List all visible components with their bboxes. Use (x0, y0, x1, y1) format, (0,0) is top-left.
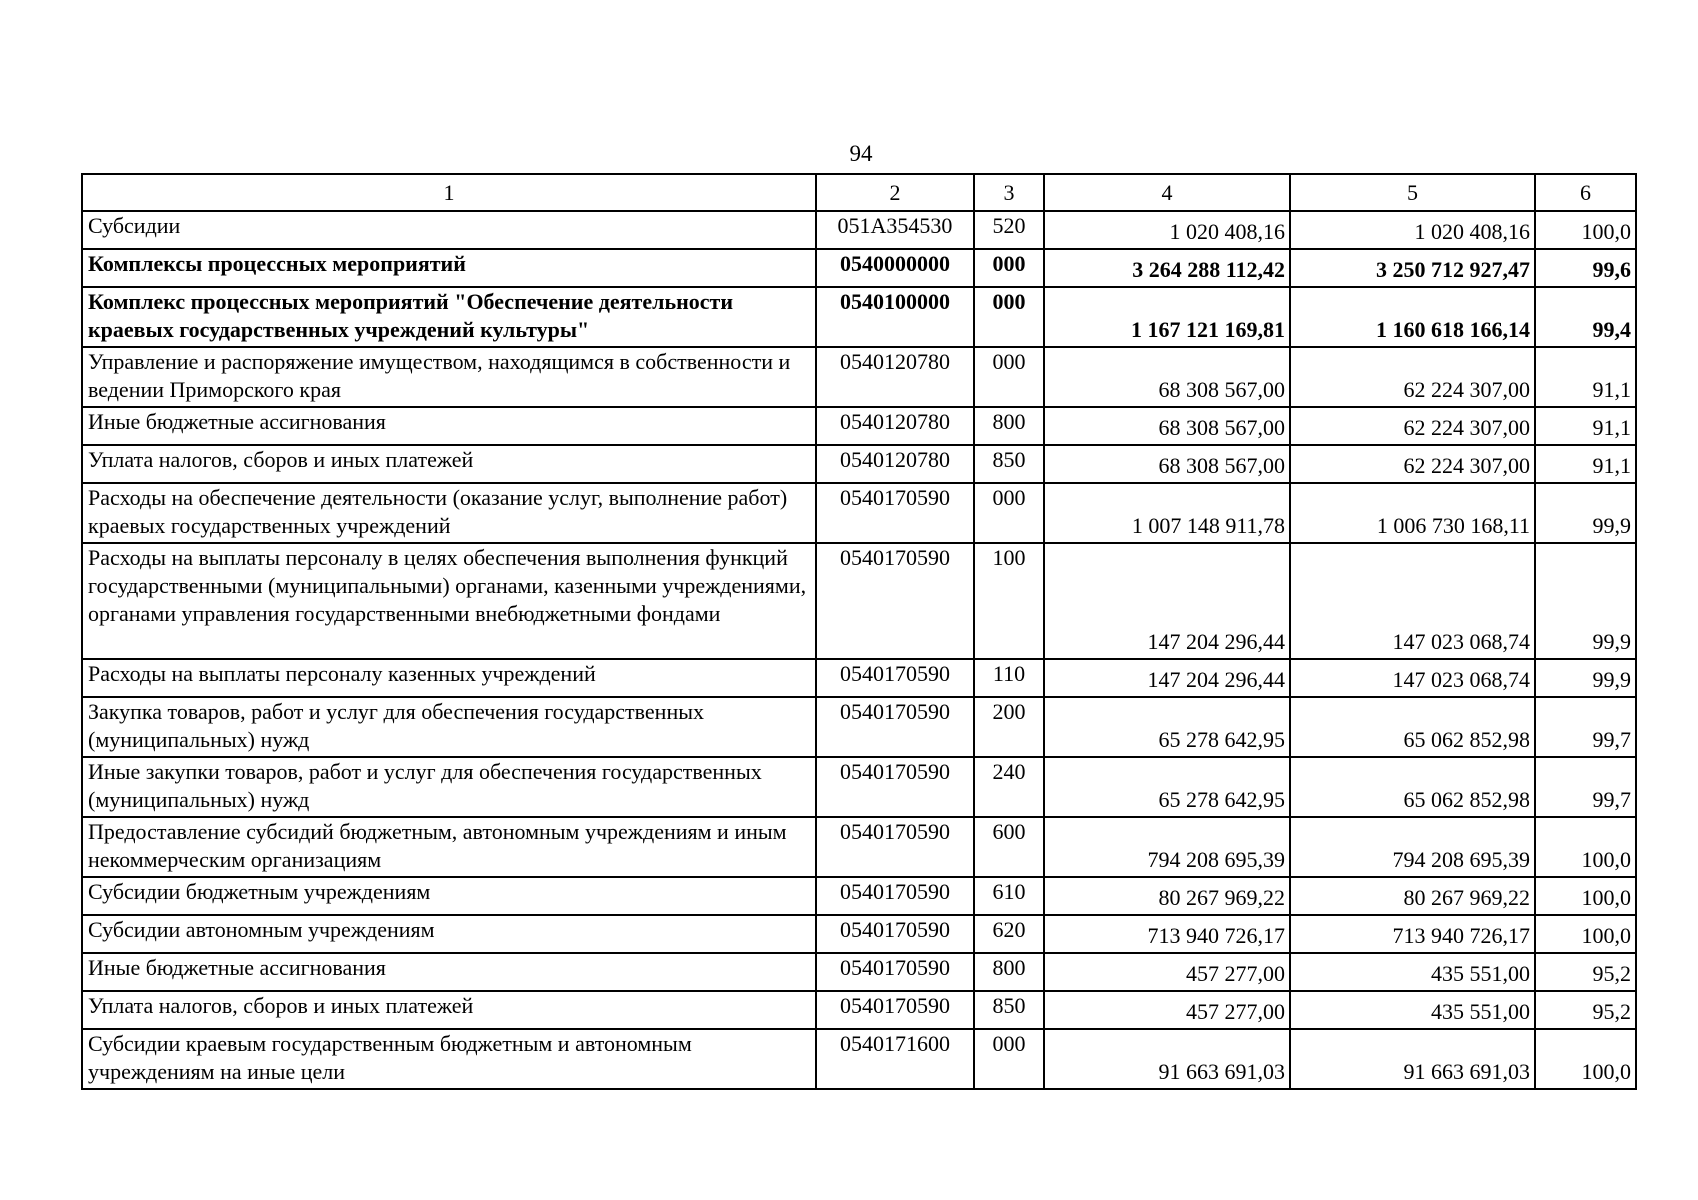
cell-percent: 99,7 (1535, 757, 1636, 817)
cell-name: Иные закупки товаров, работ и услуг для обеспечения государственных (муниципальных) нужд (82, 757, 816, 817)
column-header-6: 6 (1535, 174, 1636, 211)
cell-name: Иные бюджетные ассигнования (82, 407, 816, 445)
cell-code: 0540000000 (816, 249, 974, 287)
cell-percent: 99,9 (1535, 543, 1636, 659)
cell-expense-type: 000 (974, 347, 1044, 407)
cell-name: Уплата налогов, сборов и иных платежей (82, 445, 816, 483)
table-row (82, 877, 1636, 915)
cell-expense-type: 240 (974, 757, 1044, 817)
cell-fact: 62 224 307,00 (1290, 347, 1535, 407)
table-row (82, 991, 1636, 1029)
cell-code: 0540170590 (816, 991, 974, 1029)
cell-code: 0540170590 (816, 483, 974, 543)
table-row (82, 953, 1636, 991)
cell-code: 0540100000 (816, 287, 974, 347)
cell-expense-type: 520 (974, 211, 1044, 249)
cell-expense-type: 800 (974, 407, 1044, 445)
cell-code: 0540170590 (816, 877, 974, 915)
cell-plan: 1 007 148 911,78 (1044, 483, 1290, 543)
cell-fact: 435 551,00 (1290, 953, 1535, 991)
cell-name: Иные бюджетные ассигнования (82, 953, 816, 991)
table-row (82, 249, 1636, 287)
cell-percent: 100,0 (1535, 877, 1636, 915)
budget-table (81, 173, 1637, 1090)
cell-percent: 95,2 (1535, 991, 1636, 1029)
cell-code: 0540170590 (816, 697, 974, 757)
cell-name: Субсидии бюджетным учреждениям (82, 877, 816, 915)
table-row (82, 445, 1636, 483)
cell-code: 0540170590 (816, 659, 974, 697)
cell-plan: 91 663 691,03 (1044, 1029, 1290, 1089)
cell-fact: 3 250 712 927,47 (1290, 249, 1535, 287)
table-row (82, 757, 1636, 817)
cell-code: 051A354530 (816, 211, 974, 249)
table-body (82, 211, 1636, 1089)
cell-percent: 91,1 (1535, 445, 1636, 483)
cell-fact: 147 023 068,74 (1290, 543, 1535, 659)
column-header-5: 5 (1290, 174, 1535, 211)
table-row (82, 211, 1636, 249)
cell-percent: 91,1 (1535, 347, 1636, 407)
table-row (82, 659, 1636, 697)
cell-fact: 147 023 068,74 (1290, 659, 1535, 697)
cell-percent: 100,0 (1535, 211, 1636, 249)
cell-expense-type: 200 (974, 697, 1044, 757)
cell-expense-type: 800 (974, 953, 1044, 991)
cell-percent: 99,9 (1535, 659, 1636, 697)
cell-plan: 794 208 695,39 (1044, 817, 1290, 877)
cell-code: 0540170590 (816, 915, 974, 953)
cell-expense-type: 850 (974, 445, 1044, 483)
cell-expense-type: 620 (974, 915, 1044, 953)
cell-name: Расходы на выплаты персоналу в целях обеспечения выполнения функций государственными (муниципальными) органами, казенными учреждениями, органами управления государственными внебюджетными фондами (82, 543, 816, 659)
cell-percent: 91,1 (1535, 407, 1636, 445)
cell-code: 0540120780 (816, 407, 974, 445)
cell-fact: 435 551,00 (1290, 991, 1535, 1029)
cell-percent: 100,0 (1535, 817, 1636, 877)
cell-expense-type: 000 (974, 1029, 1044, 1089)
cell-code: 0540120780 (816, 445, 974, 483)
cell-expense-type: 000 (974, 249, 1044, 287)
cell-fact: 1 160 618 166,14 (1290, 287, 1535, 347)
cell-name: Управление и распоряжение имуществом, находящимся в собственности и ведении Приморского края (82, 347, 816, 407)
cell-plan: 457 277,00 (1044, 953, 1290, 991)
cell-percent: 95,2 (1535, 953, 1636, 991)
cell-fact: 794 208 695,39 (1290, 817, 1535, 877)
cell-percent: 100,0 (1535, 915, 1636, 953)
cell-plan: 457 277,00 (1044, 991, 1290, 1029)
cell-percent: 99,9 (1535, 483, 1636, 543)
table-row (82, 697, 1636, 757)
cell-name: Субсидии автономным учреждениям (82, 915, 816, 953)
cell-plan: 68 308 567,00 (1044, 445, 1290, 483)
cell-name: Расходы на обеспечение деятельности (оказание услуг, выполнение работ) краевых государственных учреждений (82, 483, 816, 543)
cell-plan: 1 020 408,16 (1044, 211, 1290, 249)
table-row (82, 915, 1636, 953)
table-row (82, 543, 1636, 659)
cell-percent: 100,0 (1535, 1029, 1636, 1089)
column-header-3: 3 (974, 174, 1044, 211)
cell-fact: 1 020 408,16 (1290, 211, 1535, 249)
page-number: 94 (849, 141, 873, 166)
table-row (82, 287, 1636, 347)
cell-code: 0540170590 (816, 953, 974, 991)
cell-code: 0540170590 (816, 543, 974, 659)
cell-expense-type: 610 (974, 877, 1044, 915)
cell-percent: 99,4 (1535, 287, 1636, 347)
cell-name: Уплата налогов, сборов и иных платежей (82, 991, 816, 1029)
cell-name: Предоставление субсидий бюджетным, автономным учреждениям и иным некоммерческим организациям (82, 817, 816, 877)
cell-fact: 65 062 852,98 (1290, 757, 1535, 817)
cell-fact: 65 062 852,98 (1290, 697, 1535, 757)
table-row (82, 347, 1636, 407)
table-row (82, 407, 1636, 445)
table-row (82, 817, 1636, 877)
cell-percent: 99,6 (1535, 249, 1636, 287)
cell-plan: 1 167 121 169,81 (1044, 287, 1290, 347)
header-row (82, 174, 1636, 211)
cell-code: 0540170590 (816, 757, 974, 817)
cell-name: Закупка товаров, работ и услуг для обеспечения государственных (муниципальных) нужд (82, 697, 816, 757)
cell-fact: 80 267 969,22 (1290, 877, 1535, 915)
cell-fact: 713 940 726,17 (1290, 915, 1535, 953)
cell-fact: 62 224 307,00 (1290, 407, 1535, 445)
cell-expense-type: 000 (974, 483, 1044, 543)
cell-expense-type: 000 (974, 287, 1044, 347)
cell-plan: 65 278 642,95 (1044, 757, 1290, 817)
cell-expense-type: 850 (974, 991, 1044, 1029)
column-header-1: 1 (82, 174, 816, 211)
cell-code: 0540120780 (816, 347, 974, 407)
cell-code: 0540171600 (816, 1029, 974, 1089)
cell-expense-type: 100 (974, 543, 1044, 659)
cell-name: Расходы на выплаты персоналу казенных учреждений (82, 659, 816, 697)
cell-plan: 713 940 726,17 (1044, 915, 1290, 953)
cell-name: Комплекс процессных мероприятий "Обеспечение деятельности краевых государственных учреждений культуры" (82, 287, 816, 347)
cell-plan: 65 278 642,95 (1044, 697, 1290, 757)
cell-plan: 3 264 288 112,42 (1044, 249, 1290, 287)
cell-name: Комплексы процессных мероприятий (82, 249, 816, 287)
column-header-2: 2 (816, 174, 974, 211)
cell-plan: 147 204 296,44 (1044, 543, 1290, 659)
cell-name: Субсидии краевым государственным бюджетным и автономным учреждениям на иные цели (82, 1029, 816, 1089)
cell-plan: 68 308 567,00 (1044, 347, 1290, 407)
cell-code: 0540170590 (816, 817, 974, 877)
cell-expense-type: 600 (974, 817, 1044, 877)
cell-fact: 62 224 307,00 (1290, 445, 1535, 483)
cell-percent: 99,7 (1535, 697, 1636, 757)
table-row (82, 1029, 1636, 1089)
cell-fact: 91 663 691,03 (1290, 1029, 1535, 1089)
cell-name: Субсидии (82, 211, 816, 249)
cell-plan: 147 204 296,44 (1044, 659, 1290, 697)
cell-plan: 80 267 969,22 (1044, 877, 1290, 915)
cell-expense-type: 110 (974, 659, 1044, 697)
table-row (82, 483, 1636, 543)
column-header-4: 4 (1044, 174, 1290, 211)
cell-fact: 1 006 730 168,11 (1290, 483, 1535, 543)
cell-plan: 68 308 567,00 (1044, 407, 1290, 445)
